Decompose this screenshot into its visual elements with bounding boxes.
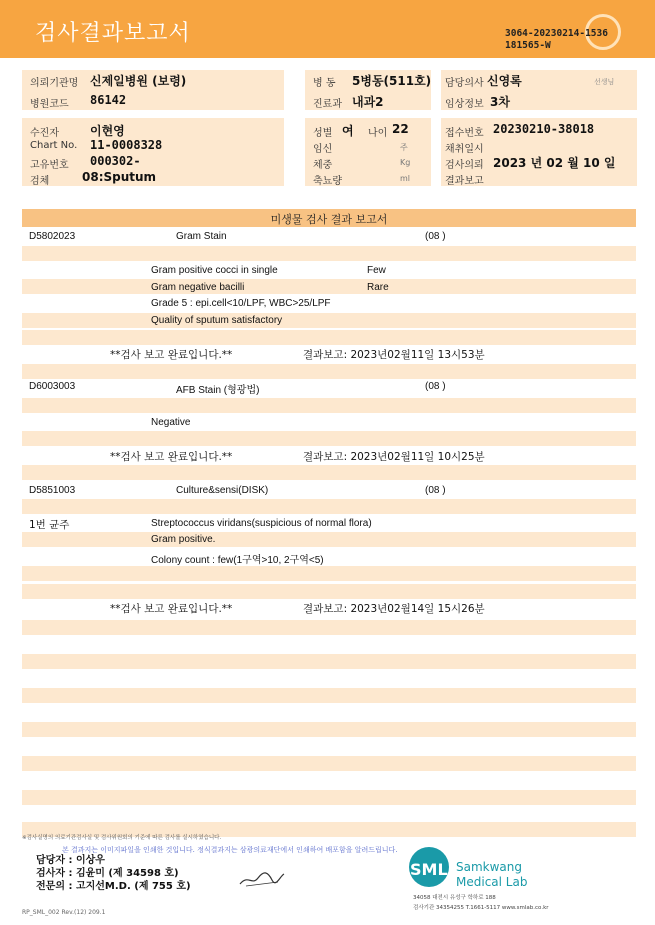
patient-name-label: 수진자 bbox=[30, 128, 59, 139]
row-stripe bbox=[22, 756, 636, 771]
row-stripe bbox=[22, 431, 636, 446]
footer-disclaimer: 본 결과지는 이미지파일을 인쇄한 것입니다. 정식결과지는 삼광의료재단에서 인쇄하여 배포함을 알려드립니다. bbox=[62, 846, 398, 854]
doctor-suffix: 선생님 bbox=[594, 78, 615, 86]
specimen-label: 검체 bbox=[30, 176, 50, 187]
result-value: Few bbox=[367, 265, 386, 276]
result-line: Colony count : few(1구역>10, 2구역<5) bbox=[151, 555, 324, 566]
report-title: 검사결과보고서 bbox=[35, 21, 191, 46]
result-line: Gram positive cocci in single bbox=[151, 265, 278, 276]
receipt-value: 20230210-38018 bbox=[493, 122, 595, 136]
result-line: Negative bbox=[151, 417, 191, 428]
row-stripe bbox=[22, 584, 636, 599]
completion-notice: **검사 보고 완료입니다.** bbox=[110, 451, 233, 463]
age-label: 나이 bbox=[368, 128, 388, 139]
staff-tester: 검사자 : 김윤미 (제 34598 호) bbox=[36, 868, 179, 879]
patient-name-value: 이현영 bbox=[90, 124, 125, 138]
footer-notice: ※검사실명의 의료기관검사실 및 검사위원회의 기준에 따른 검사를 실시하였습니다. bbox=[22, 835, 222, 841]
clinical-value: 3차 bbox=[490, 95, 510, 109]
specimen-code: (08 ) bbox=[425, 231, 446, 242]
report-id-line1: 3064-20230214-1536 bbox=[505, 28, 608, 39]
row-stripe bbox=[22, 313, 636, 328]
pregnancy-unit: 주 bbox=[400, 143, 408, 152]
row-stripe bbox=[22, 465, 636, 480]
report-time: 결과보고: 2023년02월11일 10시25분 bbox=[303, 451, 485, 463]
dept-label: 진료과 bbox=[313, 99, 342, 110]
specimen-code: (08 ) bbox=[425, 485, 446, 496]
row-stripe bbox=[22, 532, 636, 547]
result-value: Rare bbox=[367, 282, 389, 293]
urine-unit: ml bbox=[400, 174, 411, 183]
doctor-value: 신영록 bbox=[487, 74, 522, 88]
report-id-line2: 181565-W bbox=[505, 40, 551, 51]
completion-notice: **검사 보고 완료입니다.** bbox=[110, 349, 233, 361]
report-id bbox=[505, 28, 608, 52]
result-line: Gram negative bacilli bbox=[151, 282, 245, 293]
report-time: 결과보고: 2023년02월14일 15시26분 bbox=[303, 603, 485, 615]
result-line: Grade 5 : epi.cell<10/LPF, WBC>25/LPF bbox=[151, 298, 331, 309]
test-name: Gram Stain bbox=[176, 231, 227, 242]
brand-short: SML bbox=[410, 860, 448, 879]
test-code: D5802023 bbox=[29, 231, 76, 242]
chart-label: Chart No. bbox=[30, 140, 78, 151]
row-stripe bbox=[22, 246, 636, 261]
age-value: 22 bbox=[392, 122, 409, 136]
brand-line1: Samkwang bbox=[456, 860, 522, 874]
urine-label: 축뇨량 bbox=[313, 176, 342, 187]
row-stripe bbox=[22, 790, 636, 805]
row-stripe bbox=[22, 688, 636, 703]
test-code: D5851003 bbox=[29, 485, 76, 496]
ward-label: 병 동 bbox=[313, 78, 336, 89]
ward-value: 5병동(511호) bbox=[352, 74, 432, 88]
pregnancy-label: 임신 bbox=[313, 144, 333, 155]
row-stripe bbox=[22, 398, 636, 413]
request-label: 검사의뢰 bbox=[445, 160, 484, 171]
institution-value: 신제일병원 (보령) bbox=[90, 74, 187, 88]
result-line: Quality of sputum satisfactory bbox=[151, 315, 283, 326]
clinical-label: 임상정보 bbox=[445, 99, 484, 110]
completion-notice: **검사 보고 완료입니다.** bbox=[110, 603, 233, 615]
row-stripe bbox=[22, 279, 636, 294]
row-stripe bbox=[22, 499, 636, 514]
row-stripe bbox=[22, 620, 636, 635]
result-line: Streptococcus viridans(suspicious of normal flora) bbox=[151, 518, 372, 529]
chart-value: 11-0008328 bbox=[90, 138, 163, 152]
weight-label: 체중 bbox=[313, 160, 333, 171]
sex-value: 여 bbox=[342, 124, 354, 138]
dept-value: 내과2 bbox=[352, 95, 384, 109]
request-date-value: 2023 년 02 월 10 일 bbox=[493, 156, 616, 170]
report-label: 결과보고 bbox=[445, 176, 484, 187]
institution-label: 의뢰기관명 bbox=[30, 78, 79, 89]
collection-label: 채취일시 bbox=[445, 144, 484, 155]
specimen-value: 08:Sputum bbox=[82, 170, 157, 184]
test-name: AFB Stain (형광법) bbox=[176, 385, 260, 396]
weight-unit: Kg bbox=[400, 158, 411, 167]
hospital-code-label: 병원코드 bbox=[30, 99, 69, 110]
hospital-code-value: 86142 bbox=[90, 93, 127, 107]
row-stripe bbox=[22, 654, 636, 669]
unique-no-value: 000302- bbox=[90, 154, 141, 168]
staff-specialist: 전문의 : 고지선M.D. (제 755 호) bbox=[36, 881, 191, 892]
staff-manager: 담당자 : 이상우 bbox=[36, 855, 105, 866]
signature-image bbox=[238, 866, 286, 890]
receipt-label: 접수번호 bbox=[445, 128, 484, 139]
organism-label: 1번 균주 bbox=[29, 519, 70, 531]
test-name: Culture&sensi(DISK) bbox=[176, 485, 269, 496]
row-stripe bbox=[22, 722, 636, 737]
form-code: RP_SML_002 Rev.(12) 209.1 bbox=[22, 909, 106, 916]
report-time: 결과보고: 2023년02월11일 13시53분 bbox=[303, 349, 485, 361]
row-stripe bbox=[22, 330, 636, 345]
brand-address: 34058 대전시 유성구 학하로 188 bbox=[413, 895, 496, 901]
unique-no-label: 고유번호 bbox=[30, 160, 69, 171]
brand-contact: 검사기관 34354255 T.1661-5117 www.smlab.co.kr bbox=[413, 905, 549, 911]
section-title: 미생물 검사 결과 보고서 bbox=[270, 213, 388, 226]
sex-label: 성별 bbox=[313, 128, 333, 139]
row-stripe bbox=[22, 364, 636, 379]
result-line: Gram positive. bbox=[151, 534, 216, 545]
test-code: D6003003 bbox=[29, 381, 76, 392]
specimen-code: (08 ) bbox=[425, 381, 446, 392]
brand-line2: Medical Lab bbox=[456, 875, 528, 889]
doctor-label: 담당의사 bbox=[445, 78, 484, 89]
row-stripe bbox=[22, 566, 636, 581]
